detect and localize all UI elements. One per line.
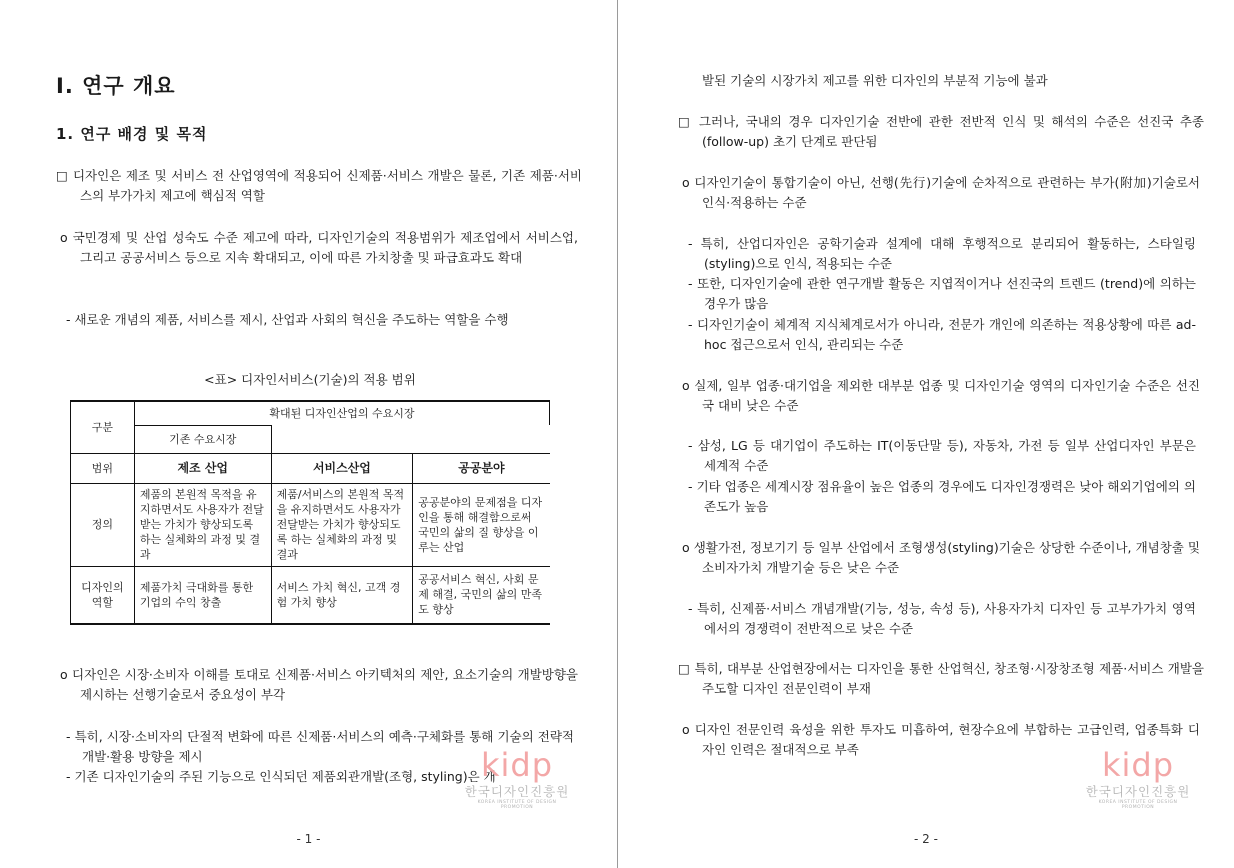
paragraph: - 특히, 산업디자인은 공학기술과 설계에 대해 후행적으로 분리되어 활동하는, 스타일링(styling)으로 인식, 적용되는 수준	[688, 236, 1196, 271]
paragraph: - 기타 업종은 세계시장 점유율이 높은 업종의 경우에도 디자인경쟁력은 낮아 해외기업에의 의존도가 높음	[688, 479, 1196, 514]
table-cell: 공공분야의 문제점을 디자인을 통해 해결함으로써 국민의 삶의 질 향상을 이루는 산업	[413, 483, 550, 566]
paragraph: - 기존 디자인기술의 주된 기능으로 인식되던 제품외관개발(조형, styling)은 개	[66, 769, 496, 784]
kidp-name-kr: 한국디자인진흥원	[464, 784, 570, 799]
table-cell: 공공분야	[413, 453, 550, 483]
table-caption: <표> 디자인서비스(기술)의 적용 범위	[204, 372, 416, 387]
paragraph: □ 특히, 대부분 산업현장에서는 디자인을 통한 산업혁신, 창조형·시장창조형 제품·서비스 개발을 주도할 디자인 전문인력이 부재	[678, 661, 1204, 696]
paragraph: o 디자인기술이 통합기술이 아닌, 선행(先行)기술에 순차적으로 관련하는 부가(附加)기술로서 인식·적용하는 수준	[682, 175, 1200, 210]
table-cell: 제조 산업	[134, 453, 271, 483]
table-cell: 서비스산업	[271, 453, 413, 483]
page-2	[618, 0, 1234, 868]
paragraph: - 새로운 개념의 제품, 서비스를 제시, 산업과 사회의 혁신을 주도하는 역할을 수행	[66, 312, 509, 327]
paragraph: - 또한, 디자인기술에 관한 연구개발 활동은 지엽적이거나 선진국의 트렌드 (trend)에 의하는 경우가 많음	[688, 276, 1196, 311]
kidp-watermark	[1083, 748, 1193, 810]
section-title: 1. 연구 배경 및 목적	[56, 125, 208, 143]
table-row-label: 범위	[71, 453, 135, 483]
kidp-logo: kidp	[480, 746, 554, 784]
table-cell: 제품/서비스의 본원적 목적을 유지하면서도 사용자가 전달받는 가치가 향상되도록 하는 실체화의 과정 및 결과	[271, 483, 413, 566]
paragraph: - 특히, 신제품·서비스 개념개발(기능, 성능, 속성 등), 사용자가치 디자인 등 고부가가치 영역에서의 경쟁력이 전반적으로 낮은 수준	[688, 601, 1196, 636]
page-number: - 2 -	[914, 832, 938, 846]
paragraph: 발된 기술의 시장가치 제고를 위한 디자인의 부분적 기능에 불과	[702, 73, 1048, 88]
kidp-watermark	[462, 748, 572, 810]
page-number: - 1 -	[296, 832, 321, 846]
paragraph: o 국민경제 및 산업 성숙도 수준 제고에 따라, 디자인기술의 적용범위가 제조업에서 서비스업, 그리고 공공서비스 등으로 지속 확대되고, 이에 따른 가치창출 및 파급효과도 확대	[60, 230, 578, 265]
table-cell: 제품의 본원적 목적을 유지하면서도 사용자가 전달받는 가치가 향상되도록 하는 실체화의 과정 및 결과	[134, 483, 271, 566]
table-header-expanded: 확대된 디자인산업의 수요시장	[134, 401, 549, 425]
paragraph: □ 디자인은 제조 및 서비스 전 산업영역에 적용되어 신제품·서비스 개발은 물론, 기존 제품·서비스의 부가가치 제고에 핵심적 역할	[56, 168, 582, 203]
table-row-label: 디자인의 역할	[71, 566, 135, 624]
table-cell: 서비스 가치 혁신, 고객 경험 가치 향상	[271, 566, 413, 624]
paragraph: - 특히, 시장·소비자의 단절적 변화에 따른 신제품·서비스의 예측·구체화를 통해 기술의 전략적 개발·활용 방향을 제시	[66, 729, 574, 764]
kidp-name-en: KOREA INSTITUTE OF DESIGN PROMOTION	[477, 800, 557, 810]
kidp-name-kr: 한국디자인진흥원	[1085, 784, 1191, 799]
chapter-title: I. 연구 개요	[56, 74, 176, 98]
paragraph: - 디자인기술이 체계적 지식체계로서가 아니라, 전문가 개인에 의존하는 적용상황에 따른 ad-hoc 접근으로서 인식, 관리되는 수준	[688, 317, 1196, 352]
table-header-category: 구분	[71, 401, 135, 453]
table-cell: 공공서비스 혁신, 사회 문제 해결, 국민의 삶의 만족도 향상	[413, 566, 550, 624]
paragraph: o 디자인은 시장·소비자 이해를 토대로 신제품·서비스 아키텍처의 제안, 요소기술의 개발방향을 제시하는 선행기술로서 중요성이 부각	[60, 667, 578, 702]
table-row-label: 정의	[71, 483, 135, 566]
paragraph: o 실제, 일부 업종·대기업을 제외한 대부분 업종 및 디자인기술 영역의 디자인기술 수준은 선진국 대비 낮은 수준	[682, 378, 1200, 413]
kidp-logo: kidp	[1101, 746, 1175, 784]
paragraph: □ 그러나, 국내의 경우 디자인기술 전반에 관한 전반적 인식 및 해석의 수준은 선진국 추종 (follow-up) 초기 단계로 판단됨	[678, 114, 1204, 149]
table-cell: 제품가치 극대화를 통한 기업의 수익 창출	[134, 566, 271, 624]
table-header-existing: 기존 수요시장	[134, 425, 271, 453]
scope-table	[70, 400, 550, 625]
kidp-name-en: KOREA INSTITUTE OF DESIGN PROMOTION	[1098, 800, 1178, 810]
paragraph: o 생활가전, 정보기기 등 일부 산업에서 조형생성(styling)기술은 상당한 수준이나, 개념창출 및 소비자가치 개발기술 등은 낮은 수준	[682, 540, 1200, 575]
paragraph: o 디자인 전문인력 육성을 위한 투자도 미흡하여, 현장수요에 부합하는 고급인력, 업종특화 디자인 인력은 절대적으로 부족	[682, 722, 1200, 757]
paragraph: - 삼성, LG 등 대기업이 주도하는 IT(이동단말 등), 자동차, 가전 등 일부 산업디자인 부문은 세계적 수준	[688, 438, 1196, 473]
